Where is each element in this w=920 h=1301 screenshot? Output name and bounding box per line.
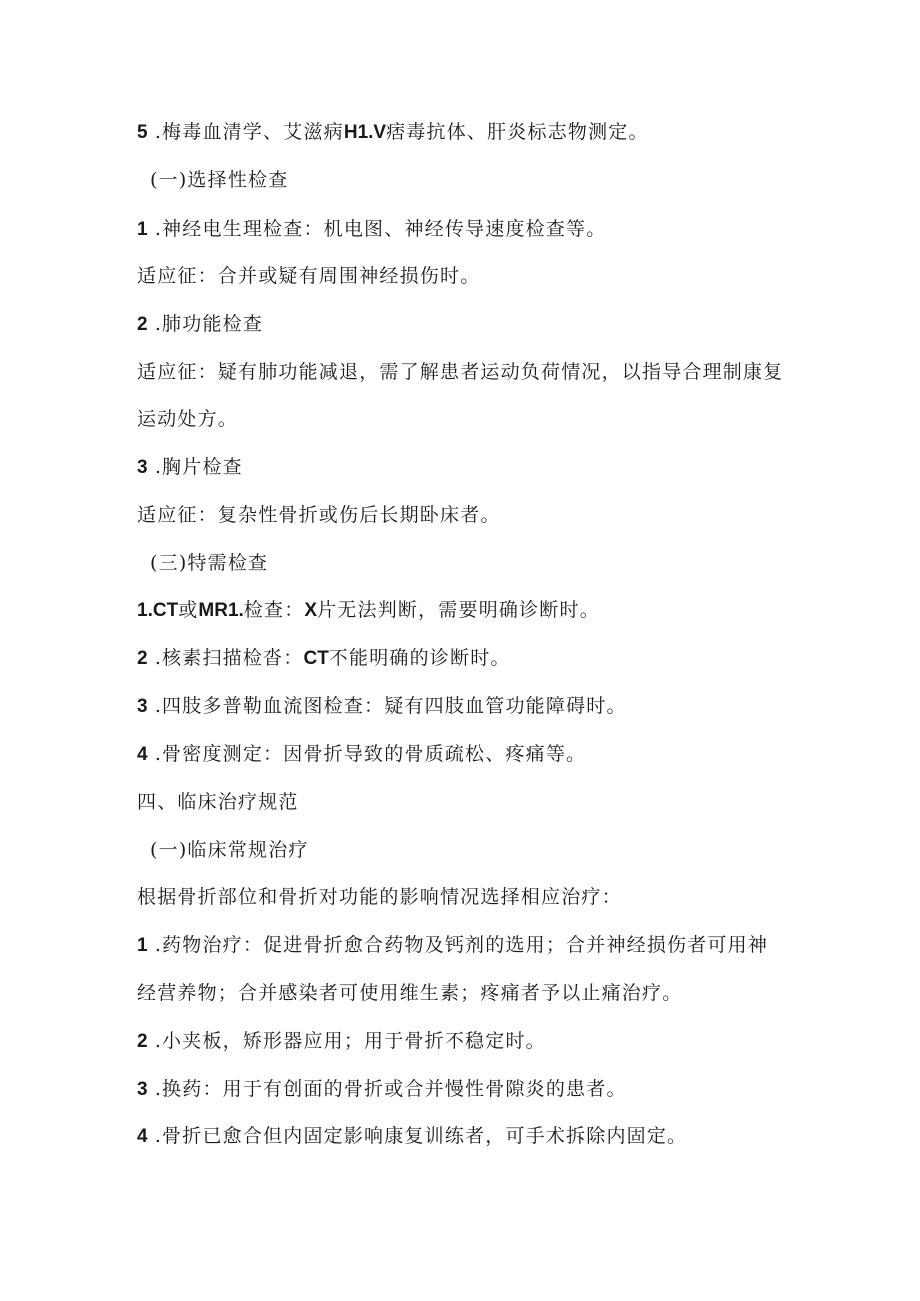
- text-line: 5 .梅毒血清学、艾滋病H1.V痞毒抗体、肝炎标志物测定。: [137, 121, 649, 143]
- text-line: 运动处方。: [137, 408, 239, 430]
- chapter-heading: 四、临床治疗规范: [137, 791, 299, 813]
- list-item: 3 .换药：用于有创面的骨折或合并慢性骨隙炎的患者。: [137, 1078, 627, 1100]
- text-line: 适应征：复杂性骨折或伤后长期卧床者。: [137, 504, 501, 526]
- list-item: 1.CT或MR1.检查：X片无法判断，需要明确诊断时。: [137, 599, 600, 621]
- list-item: 4 .骨折已愈合但内固定影响康复训练者，可手术拆除内固定。: [137, 1125, 688, 1147]
- list-item: 1 .药物治疗：促进骨折愈合药物及钙剂的选用；合并神经损伤者可用神: [137, 934, 769, 956]
- list-item: 4 .骨密度测定：因骨折导致的骨质疏松、疼痛等。: [137, 743, 587, 765]
- list-item: 3 .胸片检查: [137, 456, 243, 478]
- text-line: 适应征：疑有肺功能减退，需了解患者运动负荷情况，以指导合理制康复: [137, 361, 784, 383]
- text-line: 根据骨折部位和骨折对功能的影响情况选择相应治疗：: [137, 886, 622, 908]
- text-line: 适应征：合并或疑有周围神经损伤时。: [137, 265, 481, 287]
- list-item: 2 .肺功能检查: [137, 313, 264, 335]
- list-item: 2 .核素扫描检沓：CT不能明确的诊断时。: [137, 647, 511, 669]
- list-item: 2 .小夹板，矫形器应用；用于骨折不稳定时。: [137, 1030, 546, 1052]
- text-line: 经营养物；合并感染者可使用维生素；疼痛者予以止痛治疗。: [137, 982, 683, 1004]
- section-heading: (一)临床常规治疗: [150, 839, 309, 861]
- list-item: 3 .四肢多普勒血流图检查：疑有四肢血管功能障碍时。: [137, 695, 627, 717]
- section-heading: (三)特需检查: [150, 552, 269, 574]
- section-heading: (一)选择性检查: [150, 169, 289, 191]
- list-item: 1 .神经电生理检查：机电图、神经传导速度检查等。: [137, 218, 607, 240]
